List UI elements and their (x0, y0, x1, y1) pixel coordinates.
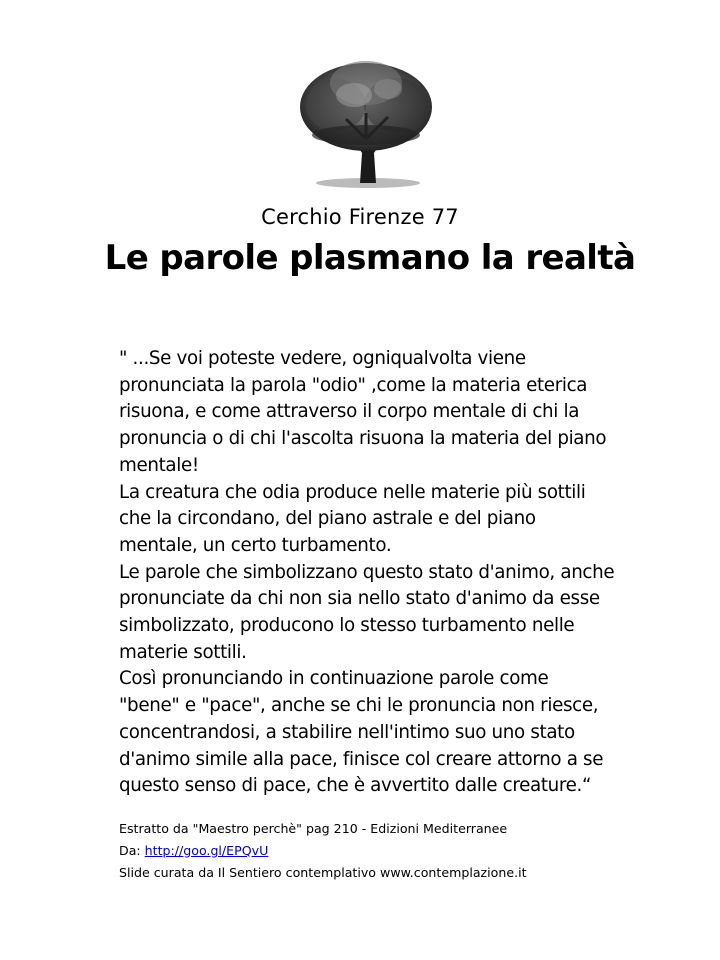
quote-line: materie sottili. (119, 641, 247, 663)
link-prefix: Da: (119, 843, 145, 858)
quote-line: Le parole che simbolizzano questo stato d'animo, anche (119, 561, 615, 583)
quote-line: concentrandosi, a stabilire nell'intimo suo uno stato (119, 721, 575, 743)
quote-line: mentale! (119, 454, 199, 476)
source-note: Estratto da "Maestro perchè" pag 210 - Edizioni Mediterranee (119, 821, 508, 836)
quote-line: simbolizzato, producono lo stesso turbamento nelle (119, 615, 575, 637)
footer-notes (119, 818, 679, 884)
quote-line: pronuncia o di chi l'ascolta risuona la materia del piano (119, 428, 607, 450)
page-title: Le parole plasmano la realtà (104, 238, 636, 278)
quote-line: La creatura che odia produce nelle materie più sottili (119, 481, 586, 503)
quote-line: questo senso di pace, che è avvertito dalle creature.“ (119, 775, 592, 797)
quote-line: pronunciate da chi non sia nello stato d'animo da esse (119, 588, 600, 610)
author-heading: Cerchio Firenze 77 (261, 205, 459, 229)
source-link[interactable]: http://goo.gl/EPQvU (144, 843, 269, 858)
quote-line: " ...Se voi poteste vedere, ogniqualvolta viene (119, 348, 526, 369)
credit-note: Slide curata da Il Sentiero contemplativo www.contemplazione.it (119, 865, 527, 880)
quote-line: pronunciata la parola "odio" ,come la materia eterica (119, 374, 588, 396)
link-line (119, 840, 679, 862)
quote-line: mentale, un certo turbamento. (119, 534, 392, 556)
quote-line: che la circondano, del piano astrale e del piano (119, 508, 536, 530)
quote-line: risuona, e come attraverso il corpo mentale di chi la (119, 401, 580, 423)
quote-line: "bene" e "pace", anche se chi le pronuncia non riesce, (119, 695, 599, 717)
oak-tree-icon (296, 55, 436, 190)
quote-line: Così pronunciando in continuazione parole come (119, 668, 549, 690)
quote-body (119, 346, 619, 800)
quote-line: d'animo simile alla pace, finisce col creare attorno a se (119, 748, 604, 770)
